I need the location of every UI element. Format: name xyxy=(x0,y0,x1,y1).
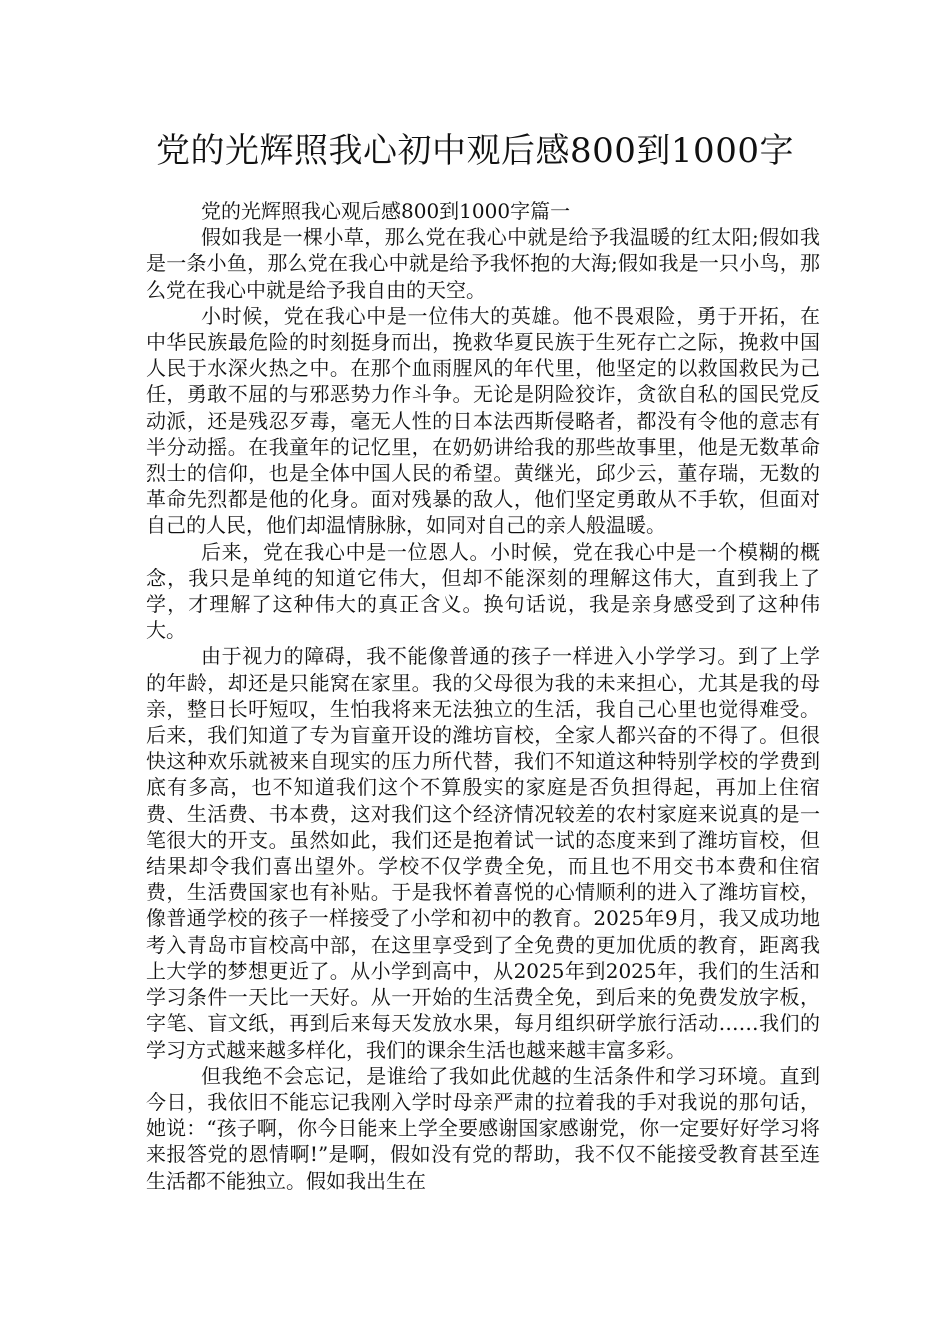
document-body xyxy=(146,198,820,1194)
section-subtitle: 党的光辉照我心观后感800到1000字篇一 xyxy=(201,199,571,223)
paragraph-1: 假如我是一棵小草，那么党在我心中就是给予我温暖的红太阳;假如我是一条小鱼，那么党在我心中就是给予我怀抱的大海;假如我是一只小鸟，那么党在我心中就是给予我自由的天空。 xyxy=(146,225,820,302)
paragraph-5: 但我绝不会忘记，是谁给了我如此优越的生活条件和学习环境。直到今日，我依旧不能忘记我刚入学时母亲严肃的拉着我的手对我说的那句话，她说：“孩子啊，你今日能来上学全要感谢国家感谢党，你一定要好好学习将来报答党的恩情啊!”是啊，假如没有党的帮助，我不仅不能接受教育甚至连生活都不能独立。假如我出生在 xyxy=(146,1063,820,1193)
paragraph-3: 后来，党在我心中是一位恩人。小时候，党在我心中是一个模糊的概念，我只是单纯的知道它伟大，但却不能深刻的理解这伟大，直到我上了学，才理解了这种伟大的真正含义。换句话说，我是亲身感受到了这种伟大。 xyxy=(146,539,820,643)
paragraph-2: 小时候，党在我心中是一位伟大的英雄。他不畏艰险，勇于开拓，在中华民族最危险的时刻挺身而出，挽救华夏民族于生死存亡之际，挽救中国人民于水深火热之中。在那个血雨腥风的年代里，他坚定的以救国救民为己任，勇敢不屈的与邪恶势力作斗争。无论是阴险狡诈，贪欲自私的国民党反动派，还是残忍歹毒，毫无人性的日本法西斯侵略者，都没有令他的意志有半分动摇。在我童年的记忆里，在奶奶讲给我的那些故事里，他是无数革命烈士的信仰，也是全体中国人民的希望。黄继光，邱少云，董存瑞，无数的革命先烈都是他的化身。面对残暴的敌人，他们坚定勇敢从不手软，但面对自己的人民，他们却温情脉脉，如同对自己的亲人般温暖。 xyxy=(146,303,820,538)
paragraph-4: 由于视力的障碍，我不能像普通的孩子一样进入小学学习。到了上学的年龄，却还是只能窝在家里。我的父母很为我的未来担心，尤其是我的母亲，整日长吁短叹，生怕我将来无法独立的生活，我自己心里也觉得难受。后来，我们知道了专为盲童开设的潍坊盲校，全家人都兴奋的不得了。但很快这种欢乐就被来自现实的压力所代替，我们不知道这种特别学校的学费到底有多高，也不知道我们这个不算殷实的家庭是否负担得起，再加上住宿费、生活费、书本费，这对我们这个经济情况较差的农村家庭来说真的是一笔很大的开支。虽然如此，我们还是抱着试一试的态度来到了潍坊盲校，但结果却令我们喜出望外。学校不仅学费全免，而且也不用交书本费和住宿费，生活费国家也有补贴。于是我怀着喜悦的心情顺利的进入了潍坊盲校，像普通学校的孩子一样接受了小学和初中的教育。2025年9月，我又成功地考入青岛市盲校高中部，在这里享受到了全免费的更加优质的教育，距离我上大学的梦想更近了。从小学到高中，从2025年到2025年，我们的生活和学习条件一天比一天好。从一开始的生活费全免，到后来的免费发放字板，字笔、盲文纸，再到后来每天发放水果，每月组织研学旅行活动……我们的学习方式越来越多样化，我们的课余生活也越来越丰富多彩。 xyxy=(146,644,820,1062)
document-title: 党的光辉照我心初中观后感800到1000字 xyxy=(156,131,794,171)
